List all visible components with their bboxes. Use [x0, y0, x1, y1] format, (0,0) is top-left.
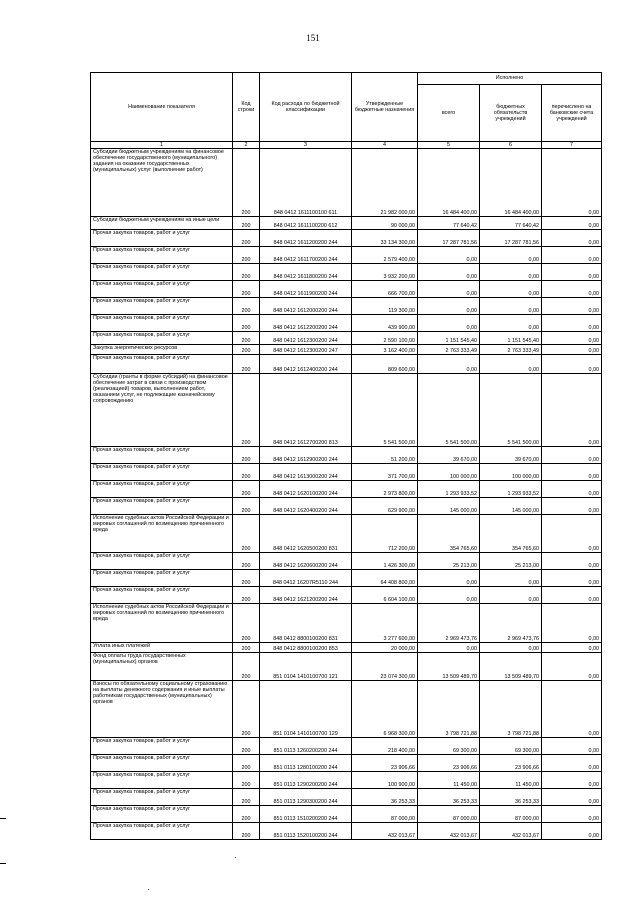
row-code: 200	[233, 653, 260, 681]
row-name: Прочая закупка товаров, работ и услуг	[91, 806, 233, 823]
row-kbk: 848 0412 1611900200 244	[260, 281, 352, 298]
row-kbk: 851 0113 1510200200 244	[260, 806, 352, 823]
row-obligations: 354 765,60	[480, 515, 542, 553]
row-approved: 3 162 400,00	[352, 345, 418, 355]
row-name: Прочая закупка товаров, работ и услуг	[91, 553, 233, 570]
row-name: Прочая закупка товаров, работ и услуг	[91, 570, 233, 587]
row-approved: 87 000,00	[352, 806, 418, 823]
table-row	[91, 553, 602, 570]
table-row	[91, 464, 602, 481]
row-transferred: 0,00	[542, 481, 602, 498]
row-name: Прочая закупка товаров, работ и услуг	[91, 247, 233, 264]
table-row	[91, 772, 602, 789]
row-total: 23 906,66	[418, 755, 480, 772]
row-total: 11 450,00	[418, 772, 480, 789]
row-kbk: 851 0113 1280100200 244	[260, 755, 352, 772]
row-approved: 666 700,00	[352, 281, 418, 298]
row-approved: 23 074 300,00	[352, 653, 418, 681]
row-total: 3 798 721,88	[418, 681, 480, 738]
row-total: 0,00	[418, 281, 480, 298]
row-obligations: 0,00	[480, 587, 542, 604]
row-kbk: 848 0412 1611100100 611	[260, 149, 352, 217]
row-transferred: 0,00	[542, 315, 602, 332]
row-approved: 218 400,00	[352, 738, 418, 755]
column-number: 2	[233, 142, 260, 149]
row-total: 77 640,42	[418, 217, 480, 230]
row-code: 200	[233, 374, 260, 447]
row-kbk: 848 0412 1612700200 813	[260, 374, 352, 447]
row-code: 200	[233, 345, 260, 355]
row-name: Прочая закупка товаров, работ и услуг	[91, 298, 233, 315]
row-code: 200	[233, 681, 260, 738]
header-kbk: Код расхода по бюджетной классификации	[260, 73, 352, 142]
row-approved: 33 134 300,00	[352, 230, 418, 247]
row-approved: 5 541 500,00	[352, 374, 418, 447]
row-code: 200	[233, 217, 260, 230]
row-total: 0,00	[418, 247, 480, 264]
row-kbk: 848 0412 16207R5110 244	[260, 570, 352, 587]
row-name: Исполнение судебных актов Российской Федерации и мировых соглашений по возмещению причиненного вреда	[91, 604, 233, 643]
row-obligations: 0,00	[480, 247, 542, 264]
row-kbk: 851 0104 1410100700 121	[260, 653, 352, 681]
row-code: 200	[233, 298, 260, 315]
row-name: Прочая закупка товаров, работ и услуг	[91, 230, 233, 247]
row-total: 2 763 333,49	[418, 345, 480, 355]
row-transferred: 0,00	[542, 553, 602, 570]
row-code: 200	[233, 806, 260, 823]
row-code: 200	[233, 230, 260, 247]
row-name: Прочая закупка товаров, работ и услуг	[91, 315, 233, 332]
row-name: Прочая закупка товаров, работ и услуг	[91, 755, 233, 772]
row-obligations: 432 013,67	[480, 823, 542, 840]
row-obligations: 5 541 500,00	[480, 374, 542, 447]
row-transferred: 0,00	[542, 217, 602, 230]
table-row	[91, 345, 602, 355]
table-row	[91, 806, 602, 823]
row-transferred: 0,00	[542, 604, 602, 643]
table-row	[91, 738, 602, 755]
row-name: Прочая закупка товаров, работ и услуг	[91, 464, 233, 481]
row-kbk: 848 0412 1620100200 244	[260, 481, 352, 498]
row-kbk: 848 0412 8800100200 853	[260, 643, 352, 653]
column-number: 7	[542, 142, 602, 149]
row-kbk: 848 0412 1621200200 244	[260, 587, 352, 604]
row-code: 200	[233, 281, 260, 298]
row-kbk: 848 0412 1612400200 244	[260, 355, 352, 374]
row-obligations: 0,00	[480, 643, 542, 653]
row-name: Прочая закупка товаров, работ и услуг	[91, 772, 233, 789]
row-name: Фонд оплаты труда государственных (муниципальных) органов	[91, 653, 233, 681]
row-name: Взносы по обязательному социальному страхованию на выплаты денежного содержания и иные выплаты работникам государственных (муниципальных) органов	[91, 681, 233, 738]
row-approved: 100 900,00	[352, 772, 418, 789]
column-number: 5	[418, 142, 480, 149]
table-row	[91, 332, 602, 345]
row-obligations: 0,00	[480, 298, 542, 315]
row-code: 200	[233, 553, 260, 570]
row-name: Прочая закупка товаров, работ и услуг	[91, 738, 233, 755]
row-obligations: 39 670,00	[480, 447, 542, 464]
row-kbk: 848 0412 1620500200 831	[260, 515, 352, 553]
table-row	[91, 281, 602, 298]
row-code: 200	[233, 264, 260, 281]
row-total: 0,00	[418, 315, 480, 332]
header-transferred: перечислено на банковские счета учреждений	[542, 85, 602, 142]
row-code: 200	[233, 772, 260, 789]
table-row	[91, 315, 602, 332]
row-obligations: 77 640,42	[480, 217, 542, 230]
table-row	[91, 298, 602, 315]
row-approved: 2 973 800,00	[352, 481, 418, 498]
scan-speck	[148, 889, 149, 890]
table-row	[91, 570, 602, 587]
row-transferred: 0,00	[542, 247, 602, 264]
row-transferred: 0,00	[542, 570, 602, 587]
row-transferred: 0,00	[542, 738, 602, 755]
row-approved: 3 932 200,00	[352, 264, 418, 281]
row-total: 100 000,00	[418, 464, 480, 481]
row-kbk: 848 0412 1620400200 244	[260, 498, 352, 515]
row-approved: 23 906,66	[352, 755, 418, 772]
row-code: 200	[233, 643, 260, 653]
row-name: Прочая закупка товаров, работ и услуг	[91, 587, 233, 604]
page-number: 151	[306, 33, 320, 43]
row-code: 200	[233, 570, 260, 587]
row-obligations: 16 484 400,00	[480, 149, 542, 217]
table-row	[91, 823, 602, 840]
table-row	[91, 230, 602, 247]
row-name: Прочая закупка товаров, работ и услуг	[91, 332, 233, 345]
table-row	[91, 498, 602, 515]
row-obligations: 1 151 545,40	[480, 332, 542, 345]
column-number: 6	[480, 142, 542, 149]
row-code: 200	[233, 464, 260, 481]
table-row	[91, 604, 602, 643]
column-number: 4	[352, 142, 418, 149]
column-number-row	[91, 142, 602, 149]
row-obligations: 0,00	[480, 355, 542, 374]
table-row	[91, 653, 602, 681]
row-transferred: 0,00	[542, 789, 602, 806]
row-obligations: 0,00	[480, 264, 542, 281]
row-name: Прочая закупка товаров, работ и услуг	[91, 447, 233, 464]
row-code: 200	[233, 755, 260, 772]
row-total: 354 765,60	[418, 515, 480, 553]
row-code: 200	[233, 481, 260, 498]
row-obligations: 36 253,33	[480, 789, 542, 806]
row-name: Закупка энергетических ресурсов	[91, 345, 233, 355]
header-executed: Исполнено	[418, 73, 602, 85]
row-approved: 6 604 100,00	[352, 587, 418, 604]
row-transferred: 0,00	[542, 332, 602, 345]
row-transferred: 0,00	[542, 374, 602, 447]
row-transferred: 0,00	[542, 755, 602, 772]
row-name: Прочая закупка товаров, работ и услуг	[91, 481, 233, 498]
row-total: 16 484 400,00	[418, 149, 480, 217]
table-row	[91, 681, 602, 738]
row-approved: 6 968 300,00	[352, 681, 418, 738]
row-kbk: 848 0412 1611100200 612	[260, 217, 352, 230]
row-approved: 809 600,00	[352, 355, 418, 374]
row-kbk: 851 0113 1290200200 244	[260, 772, 352, 789]
row-total: 36 253,33	[418, 789, 480, 806]
row-code: 200	[233, 332, 260, 345]
row-total: 0,00	[418, 643, 480, 653]
budget-execution-table	[90, 72, 602, 840]
row-total: 0,00	[418, 264, 480, 281]
row-approved: 51 200,00	[352, 447, 418, 464]
row-name: Субсидии (гранты в форме субсидий) на финансовое обеспечение затрат в связи с производством (реализацией) товаров, выполнением работ, оказанием услуг, не подлежащие казначейскому сопровождению	[91, 374, 233, 447]
row-transferred: 0,00	[542, 230, 602, 247]
row-approved: 2 579 400,00	[352, 247, 418, 264]
row-total: 2 969 473,76	[418, 604, 480, 643]
table-row	[91, 789, 602, 806]
row-code: 200	[233, 789, 260, 806]
row-kbk: 848 0412 1612000200 244	[260, 298, 352, 315]
row-approved: 2 590 100,00	[352, 332, 418, 345]
table-row	[91, 149, 602, 217]
header-total: всего	[418, 85, 480, 142]
row-transferred: 0,00	[542, 498, 602, 515]
row-obligations: 1 293 933,52	[480, 481, 542, 498]
row-total: 39 670,00	[418, 447, 480, 464]
row-name: Субсидии бюджетным учреждениям на финансовое обеспечение государственного (муниципального) задания на оказание государственных (муниципальных) услуг (выполнение работ)	[91, 149, 233, 217]
row-code: 200	[233, 355, 260, 374]
row-code: 200	[233, 738, 260, 755]
row-transferred: 0,00	[542, 281, 602, 298]
binding-mark	[0, 818, 6, 819]
row-kbk: 848 0412 1620600200 244	[260, 553, 352, 570]
row-total: 432 013,67	[418, 823, 480, 840]
row-obligations: 0,00	[480, 315, 542, 332]
row-transferred: 0,00	[542, 464, 602, 481]
row-kbk: 848 0412 1612200200 244	[260, 315, 352, 332]
row-kbk: 848 0412 1611800200 244	[260, 264, 352, 281]
row-approved: 1 426 300,00	[352, 553, 418, 570]
row-code: 200	[233, 823, 260, 840]
row-approved: 432 013,67	[352, 823, 418, 840]
row-obligations: 69 300,00	[480, 738, 542, 755]
row-transferred: 0,00	[542, 264, 602, 281]
row-approved: 629 900,00	[352, 498, 418, 515]
row-obligations: 87 000,00	[480, 806, 542, 823]
column-number: 3	[260, 142, 352, 149]
row-kbk: 848 0412 1613000200 244	[260, 464, 352, 481]
row-kbk: 851 0113 1260200200 244	[260, 738, 352, 755]
row-transferred: 0,00	[542, 681, 602, 738]
row-approved: 36 253,33	[352, 789, 418, 806]
row-transferred: 0,00	[542, 447, 602, 464]
row-name: Прочая закупка товаров, работ и услуг	[91, 355, 233, 374]
row-name: Прочая закупка товаров, работ и услуг	[91, 264, 233, 281]
row-total: 5 541 500,00	[418, 374, 480, 447]
row-code: 200	[233, 604, 260, 643]
row-name: Уплата иных платежей	[91, 643, 233, 653]
header-obligations: бюджетных обязательств учреждений	[480, 85, 542, 142]
row-approved: 371 700,00	[352, 464, 418, 481]
header-code: Код строки	[233, 73, 260, 142]
row-kbk: 848 0412 8800100200 831	[260, 604, 352, 643]
row-approved: 21 982 000,00	[352, 149, 418, 217]
row-total: 0,00	[418, 587, 480, 604]
row-approved: 119 300,00	[352, 298, 418, 315]
row-obligations: 11 450,00	[480, 772, 542, 789]
row-obligations: 17 287 781,56	[480, 230, 542, 247]
row-approved: 90 000,00	[352, 217, 418, 230]
row-kbk: 851 0113 1290300200 244	[260, 789, 352, 806]
row-transferred: 0,00	[542, 298, 602, 315]
row-kbk: 848 0412 1612300200 247	[260, 345, 352, 355]
row-obligations: 145 000,00	[480, 498, 542, 515]
row-code: 200	[233, 247, 260, 264]
table-row	[91, 587, 602, 604]
row-kbk: 851 0113 1520100200 244	[260, 823, 352, 840]
row-obligations: 2 969 473,76	[480, 604, 542, 643]
header-approved: Утвержденные бюджетные назначения	[352, 73, 418, 142]
row-transferred: 0,00	[542, 643, 602, 653]
row-name: Прочая закупка товаров, работ и услуг	[91, 789, 233, 806]
row-total: 0,00	[418, 570, 480, 587]
row-name: Исполнение судебных актов Российской Федерации и мировых соглашений по возмещению причиненного вреда	[91, 515, 233, 553]
row-name: Прочая закупка товаров, работ и услуг	[91, 498, 233, 515]
row-obligations: 13 509 489,70	[480, 653, 542, 681]
row-transferred: 0,00	[542, 587, 602, 604]
row-total: 25 213,00	[418, 553, 480, 570]
row-kbk: 848 0412 1611700200 244	[260, 247, 352, 264]
row-code: 200	[233, 498, 260, 515]
row-approved: 439 900,00	[352, 315, 418, 332]
row-code: 200	[233, 587, 260, 604]
row-transferred: 0,00	[542, 653, 602, 681]
row-total: 0,00	[418, 298, 480, 315]
header-name: Наименование показателя	[91, 73, 233, 142]
table-row	[91, 247, 602, 264]
row-transferred: 0,00	[542, 149, 602, 217]
row-approved: 20 000,00	[352, 643, 418, 653]
row-name: Прочая закупка товаров, работ и услуг	[91, 281, 233, 298]
row-kbk: 848 0412 1612300200 244	[260, 332, 352, 345]
row-transferred: 0,00	[542, 515, 602, 553]
column-number: 1	[91, 142, 233, 149]
scan-speck	[235, 857, 236, 858]
row-kbk: 848 0412 1611200200 244	[260, 230, 352, 247]
table-row	[91, 264, 602, 281]
row-obligations: 0,00	[480, 281, 542, 298]
row-obligations: 3 798 721,88	[480, 681, 542, 738]
table-row	[91, 755, 602, 772]
row-total: 0,00	[418, 355, 480, 374]
row-obligations: 23 906,66	[480, 755, 542, 772]
row-approved: 712 200,00	[352, 515, 418, 553]
row-total: 13 509 489,70	[418, 653, 480, 681]
row-code: 200	[233, 447, 260, 464]
table-row	[91, 355, 602, 374]
row-obligations: 100 000,00	[480, 464, 542, 481]
row-total: 1 293 933,52	[418, 481, 480, 498]
row-total: 17 287 781,56	[418, 230, 480, 247]
row-name: Субсидии бюджетным учреждениям на иные цели	[91, 217, 233, 230]
row-total: 1 151 545,40	[418, 332, 480, 345]
row-code: 200	[233, 315, 260, 332]
row-transferred: 0,00	[542, 806, 602, 823]
table-row	[91, 481, 602, 498]
table-row	[91, 643, 602, 653]
row-transferred: 0,00	[542, 823, 602, 840]
row-transferred: 0,00	[542, 355, 602, 374]
row-kbk: 851 0104 1410100700 129	[260, 681, 352, 738]
row-total: 145 000,00	[418, 498, 480, 515]
row-obligations: 0,00	[480, 570, 542, 587]
row-total: 87 000,00	[418, 806, 480, 823]
table-row	[91, 217, 602, 230]
table-row	[91, 515, 602, 553]
row-name: Прочая закупка товаров, работ и услуг	[91, 823, 233, 840]
binding-mark	[0, 863, 6, 864]
row-obligations: 25 213,00	[480, 553, 542, 570]
row-approved: 64 408 800,00	[352, 570, 418, 587]
row-transferred: 0,00	[542, 345, 602, 355]
row-code: 200	[233, 515, 260, 553]
row-transferred: 0,00	[542, 772, 602, 789]
table-row	[91, 447, 602, 464]
row-code: 200	[233, 149, 260, 217]
table-row	[91, 374, 602, 447]
row-total: 69 300,00	[418, 738, 480, 755]
row-kbk: 848 0412 1612900200 244	[260, 447, 352, 464]
row-obligations: 2 763 333,49	[480, 345, 542, 355]
row-approved: 3 277 600,00	[352, 604, 418, 643]
